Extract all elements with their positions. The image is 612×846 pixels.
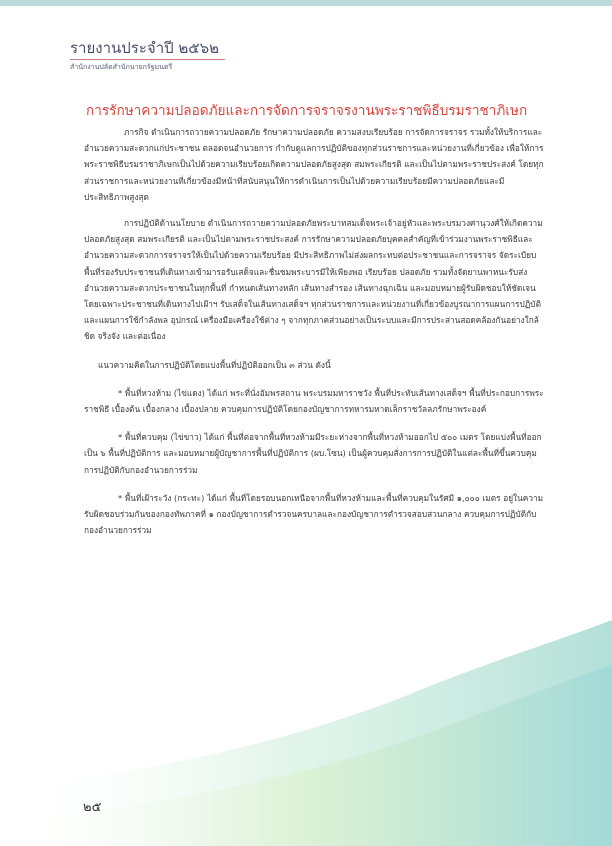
body-text [84,124,546,550]
paragraph-lead: แนวความคิดในการปฏิบัติโดยแบ่งพื้นที่ปฏิบัติออกเป็น ๓ ส่วน ดังนี้ [98,359,331,370]
page-header [70,39,550,71]
page-number: ๒๕ [83,800,102,815]
bullet-watch-zone: * พื้นที่เฝ้าระวัง (กระทะ) ได้แก่ พื้นที่โดยรอบนอกเหนือจากพื้นที่หวงห้ามและพื้นที่ควบคุมในรัศมี ๑,๐๐๐ เมตร อยู่ในความรับผิดชอบร่วมกันของกองทัพภาคที่ ๑ กองบัญชาการตำรวจนครบาลและกองบัญชาการตำรวจสอบสวนกลาง ควบคุมการปฏิบัติกับกองอำนวยการร่วม [84,492,544,536]
header-divider [70,59,225,60]
bullet-controlled-zone: * พื้นที่ควบคุม (ไข่ขาว) ได้แก่ พื้นที่ต่อจากพื้นที่หวงห้ามมีระยะห่างจากพื้นที่หวงห้ามออกไป ๕๐๐ เมตร โดยแบ่งพื้นที่ออกเป็น ๖ พื้นที่ปฏิบัติการ และมอบหมายผู้บัญชาการพื้นที่ปฏิบัติการ (ผบ.โซน) เป็นผู้ควบคุมสั่งการการปฏิบัติในแต่ละพื้นที่ขึ้นควบคุมการปฏิบัติกับกองอำนวยการร่วม [84,432,542,475]
section-title: การรักษาความปลอดภัยและการจัดการจราจรงานพระราชพิธีบรมราชาภิเษก [86,103,528,119]
top-accent-bar [0,0,612,6]
paragraph-mission: ภารกิจ ดำเนินการถวายความปลอดภัย รักษาความปลอดภัย ความสงบเรียบร้อย การจัดการจราจร รวมทั้งให้บริการและอำนวยความสะดวกแก่ประชาชน ตลอดจนอำนวยการ กำกับดูแลการปฏิบัติของทุกส่วนราชการและหน่วยงานที่เกี่ยวข้อง เพื่อให้การพระราชพิธีบรมราชาภิเษกเป็นไปด้วยความเรียบร้อยเกิดความปลอดภัยสูงสุด สมพระเกียรติ และเป็นไปตามพระราชประสงค์ โดยทุกส่วนราชการและหน่วยงานที่เกี่ยวข้องมีหน้าที่สนับสนุนให้การดำเนินการเป็นไปด้วยความเรียบร้อยมีความปลอดภัยและมีประสิทธิภาพสูงสุด [84,127,544,202]
report-subtitle: สำนักงานปลัดสำนักนายกรัฐมนตรี [70,63,173,71]
bullet-restricted-zone: * พื้นที่หวงห้าม (ไข่แดง) ได้แก่ พระที่นั่งอัมพรสถาน พระบรมมหาราชวัง พื้นที่ประทับเส้นทางเสด็จฯ พื้นที่ประกอบการพระราชพิธี เบื้องต้น เบื้องกลาง เบื้องปลาย ควบคุมการปฏิบัติโดยกองบัญชาการทหารมหาดเล็กราชวัลลภรักษาพระองค์ [84,387,544,415]
report-title: รายงานประจำปี ๒๕๖๒ [70,39,220,57]
paragraph-policy: การปฏิบัติด้านนโยบาย ดำเนินการถวายความปลอดภัยพระบาทสมเด็จพระเจ้าอยู่หัวและพระบรมวงศานุวงศ์ให้เกิดความปลอดภัยสูงสุด สมพระเกียรติ และเป็นไปตามพระราชประสงค์ การรักษาความปลอดภัยบุคคลสำคัญที่เข้าร่วมงานพระราชพิธีและอำนวยความสะดวกการจราจรให้เป็นไปด้วยความเรียบร้อย มีประสิทธิภาพไม่ส่งผลกระทบต่อประชาชนและการจราจร จัดระเบียบพื้นที่รองรับประชาชนที่เดินทางเข้ามารอรับเสด็จและชื่นชมพระบารมีให้เพียงพอ เรียบร้อย ปลอดภัย รวมทั้งจัดยานพาหนะรับส่ง อำนวยความสะดวกประชาชนในทุกพื้นที่ กำหนดเส้นทางหลัก เส้นทางสำรอง เส้นทางฉุกเฉิน และมอบหมายผู้รับผิดชอบให้ชัดเจน โดยเฉพาะประชาชนที่เดินทางไปเฝ้าฯ รับเสด็จในเส้นทางเสด็จฯ ทุกส่วนราชการและหน่วยงานที่เกี่ยวข้องบูรณาการแผนการปฏิบัติและแผนการใช้กำลังพล อุปกรณ์ เครื่องมือเครื่องใช้ต่าง ๆ จากทุกภาคส่วนอย่างเป็นระบบและมีการประสานสอดคล้องกันอย่างใกล้ชิด จริงจัง และต่อเนื่อง [84,218,543,342]
